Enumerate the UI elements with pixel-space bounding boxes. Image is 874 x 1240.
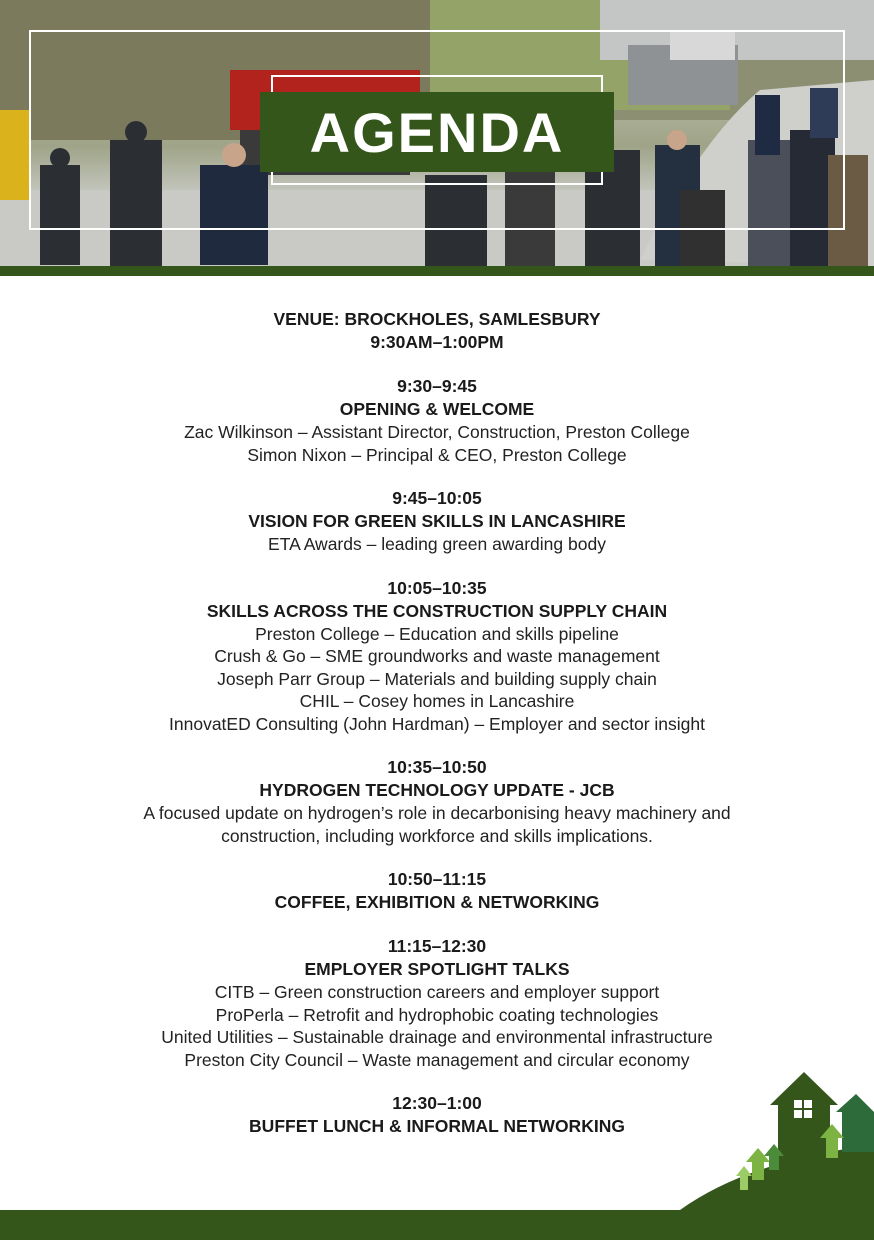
session-vision [40,487,834,556]
session-title: BUFFET LUNCH & INFORMAL NETWORKING [249,1116,625,1136]
session-title: EMPLOYER SPOTLIGHT TALKS [304,959,570,979]
session-line: Simon Nixon – Principal & CEO, Preston College [247,444,627,465]
header-photo [0,0,874,266]
session-line: InnovatED Consulting (John Hardman) – Employer and sector insight [169,713,705,734]
session-line: United Utilities – Sustainable drainage and environmental infrastructure [161,1027,713,1047]
session-line: Zac Wilkinson – Assistant Director, Construction, Preston College [184,422,690,442]
session-spotlight [40,935,834,1071]
session-title: VISION FOR GREEN SKILLS IN LANCASHIRE [248,511,626,531]
session-time: 10:50–11:15 [387,869,487,889]
agenda-content [40,308,834,1138]
house-icon [836,1094,874,1152]
session-line: CHIL – Cosey homes in Lancashire [299,691,575,711]
page-title: AGENDA [309,100,565,164]
session-coffee [40,868,834,914]
session-line: ETA Awards – leading green awarding body [268,534,606,554]
header-divider [0,266,874,276]
title-banner [260,92,614,172]
houses-hill-graphic [680,1060,874,1210]
session-line: ProPerla – Retrofit and hydrophobic coating technologies [215,1004,659,1025]
session-title: HYDROGEN TECHNOLOGY UPDATE - JCB [259,780,615,800]
session-line: Preston College – Education and skills pipeline [255,623,619,644]
session-time: 10:05–10:35 [387,577,487,598]
session-opening [40,375,834,466]
venue-hours: 9:30AM–1:00PM [370,332,504,352]
session-time: 9:30–9:45 [397,376,477,396]
session-hydrogen [40,756,834,847]
venue-location: VENUE: BROCKHOLES, SAMLESBURY [273,309,601,329]
session-line: Crush & Go – SME groundworks and waste management [214,646,660,666]
session-title: SKILLS ACROSS THE CONSTRUCTION SUPPLY CHAIN [206,600,668,621]
session-line: Preston City Council – Waste management and circular economy [184,1049,690,1070]
session-line: Joseph Parr Group – Materials and building supply chain [217,668,657,689]
footer-band [0,1210,874,1240]
session-time: 12:30–1:00 [392,1093,482,1113]
session-supply-chain [40,577,834,736]
session-time: 10:35–10:50 [387,757,487,777]
session-line: construction, including workforce and skills implications. [221,825,653,846]
session-title: OPENING & WELCOME [339,399,535,419]
session-line: CITB – Green construction careers and employer support [214,982,660,1002]
session-time: 9:45–10:05 [392,488,482,508]
session-time: 11:15–12:30 [387,936,487,956]
session-line: A focused update on hydrogen’s role in decarbonising heavy machinery and [143,803,731,823]
session-title: COFFEE, EXHIBITION & NETWORKING [274,892,600,912]
